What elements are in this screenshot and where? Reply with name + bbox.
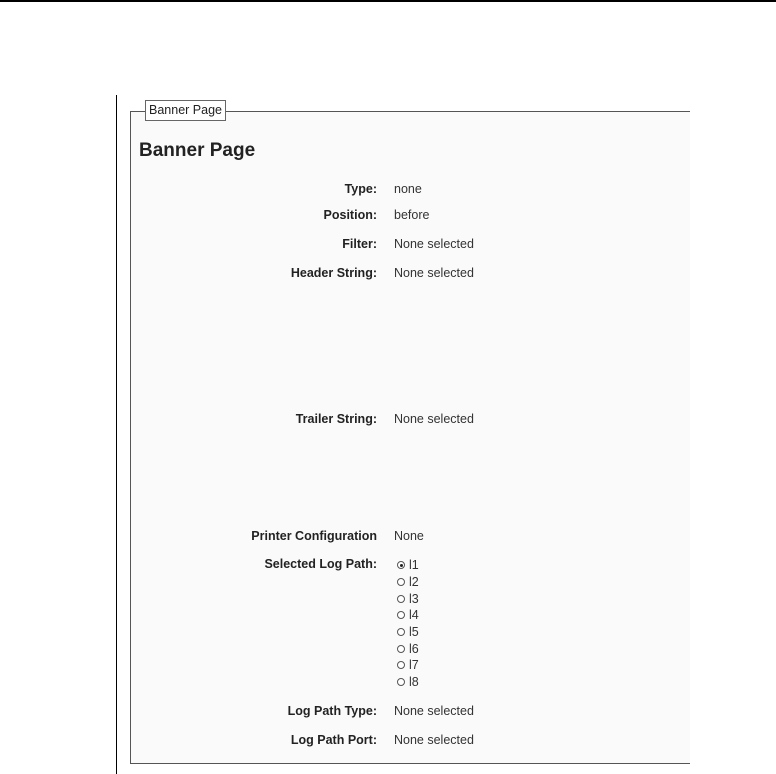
trailer-string-value: None selected <box>394 412 474 426</box>
log-path-option-label: l8 <box>409 675 419 689</box>
radio-unselected-icon[interactable] <box>397 645 405 653</box>
header-string-label: Header String: <box>290 266 377 280</box>
radio-unselected-icon[interactable] <box>397 628 405 636</box>
log-path-option-l6[interactable] <box>397 641 419 657</box>
type-value: none <box>394 182 422 196</box>
fieldset-legend: Banner Page <box>145 100 226 121</box>
log-path-option-label: l1 <box>409 558 419 572</box>
trailer-string-label: Trailer String: <box>295 412 377 426</box>
radio-unselected-icon[interactable] <box>397 661 405 669</box>
log-path-type-label: Log Path Type: <box>287 704 377 718</box>
radio-selected-icon[interactable] <box>397 561 405 569</box>
log-path-option-label: l2 <box>409 575 419 589</box>
log-path-option-label: l7 <box>409 658 419 672</box>
log-path-option-label: l4 <box>409 608 419 622</box>
type-label: Type: <box>344 182 377 196</box>
log-path-option-l1[interactable] <box>397 557 419 573</box>
position-value: before <box>394 208 430 222</box>
header-string-value: None selected <box>394 266 474 280</box>
page-title: Banner Page <box>139 140 256 161</box>
left-margin-rule <box>116 95 117 774</box>
log-path-port-value: None selected <box>394 733 474 747</box>
radio-unselected-icon[interactable] <box>397 611 405 619</box>
log-path-option-l2[interactable] <box>397 574 419 590</box>
log-path-option-l4[interactable] <box>397 607 419 623</box>
log-path-option-label: l6 <box>409 642 419 656</box>
filter-value: None selected <box>394 237 474 251</box>
log-path-option-l5[interactable] <box>397 624 419 640</box>
position-label: Position: <box>323 208 377 222</box>
top-divider <box>0 0 776 2</box>
printer-configuration-label: Printer Configuration <box>251 529 377 543</box>
radio-unselected-icon[interactable] <box>397 578 405 586</box>
selected-log-path-label: Selected Log Path: <box>264 557 377 571</box>
log-path-port-label: Log Path Port: <box>290 733 377 747</box>
log-path-option-l7[interactable] <box>397 657 419 673</box>
printer-configuration-value: None <box>394 529 424 543</box>
filter-label: Filter: <box>342 237 377 251</box>
log-path-option-l3[interactable] <box>397 591 419 607</box>
radio-unselected-icon[interactable] <box>397 678 405 686</box>
radio-unselected-icon[interactable] <box>397 595 405 603</box>
log-path-option-label: l3 <box>409 592 419 606</box>
log-path-option-l8[interactable] <box>397 674 419 690</box>
log-path-option-label: l5 <box>409 625 419 639</box>
log-path-type-value: None selected <box>394 704 474 718</box>
